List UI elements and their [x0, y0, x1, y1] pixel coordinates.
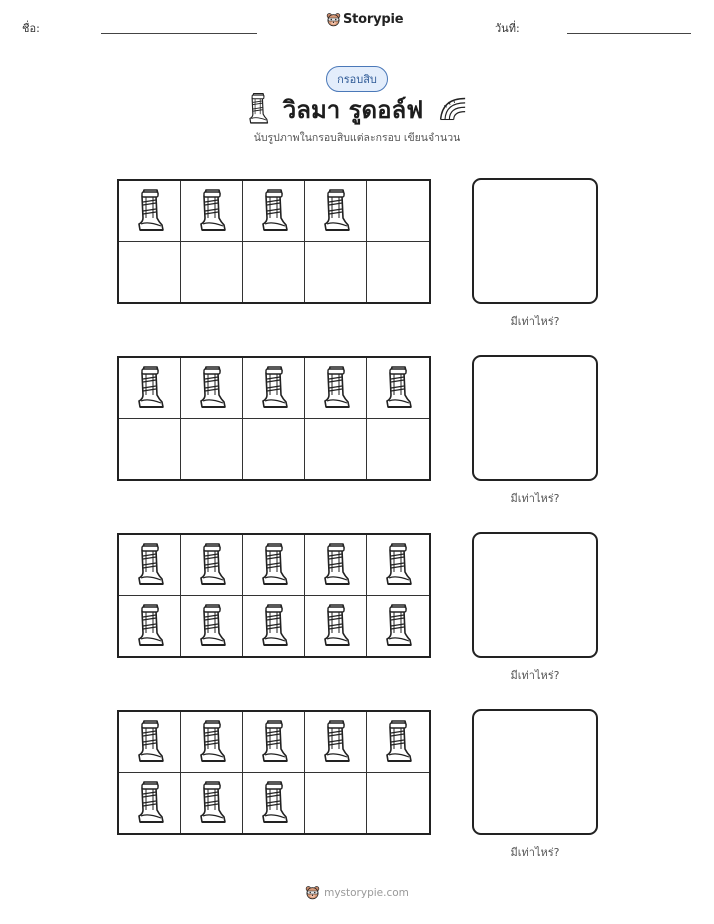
ten-frame-cell	[305, 712, 367, 773]
leg-brace-icon	[259, 188, 289, 234]
footer	[0, 885, 714, 900]
leg-brace-icon	[197, 365, 227, 411]
how-many-prompt: มีเท่าไหร่?	[510, 669, 560, 682]
ten-frame-cell	[367, 773, 429, 834]
worksheet-badge: กรอบสิบ	[326, 66, 388, 92]
ten-frame-cell	[305, 773, 367, 834]
leg-brace-icon	[247, 92, 269, 126]
leg-brace-icon	[259, 780, 289, 826]
leg-brace-icon	[197, 780, 227, 826]
answer-box[interactable]	[472, 355, 598, 481]
name-line[interactable]	[101, 33, 257, 34]
ten-frame-cell	[243, 712, 305, 773]
running-track-icon	[437, 95, 467, 123]
ten-frame-cell	[243, 535, 305, 596]
leg-brace-icon	[383, 603, 413, 649]
leg-brace-icon	[135, 780, 165, 826]
ten-frame-cell	[367, 181, 429, 242]
answer-box[interactable]	[472, 709, 598, 835]
ten-frame	[117, 356, 431, 481]
answer-box[interactable]	[472, 532, 598, 658]
ten-frame-cell	[305, 535, 367, 596]
brand-name: Storypie	[343, 12, 404, 27]
ten-frame-cell	[243, 773, 305, 834]
leg-brace-icon	[259, 719, 289, 765]
ten-frame-cell	[119, 242, 181, 303]
ten-frame-cell	[119, 535, 181, 596]
leg-brace-icon	[259, 365, 289, 411]
leg-brace-icon	[321, 542, 351, 588]
ten-frame-cell	[367, 242, 429, 303]
leg-brace-icon	[135, 365, 165, 411]
leg-brace-icon	[197, 542, 227, 588]
how-many-prompt: มีเท่าไหร่?	[510, 846, 560, 859]
leg-brace-icon	[135, 719, 165, 765]
leg-brace-icon	[135, 188, 165, 234]
how-many-prompt: มีเท่าไหร่?	[510, 315, 560, 328]
ten-frame-cell	[243, 358, 305, 419]
ten-frame-cell	[181, 358, 243, 419]
leg-brace-icon	[197, 603, 227, 649]
how-many-prompt: มีเท่าไหร่?	[510, 492, 560, 505]
ten-frame-cell	[367, 596, 429, 657]
date-line[interactable]	[567, 33, 691, 34]
ten-frame-cell	[367, 535, 429, 596]
ten-frame	[117, 710, 431, 835]
bear-mascot-icon	[305, 885, 320, 900]
ten-frame-cell	[367, 358, 429, 419]
leg-brace-icon	[383, 542, 413, 588]
ten-frame-cell	[181, 535, 243, 596]
ten-frame-cell	[181, 712, 243, 773]
page-title: วิลมา รูดอล์ฟ	[282, 95, 424, 124]
footer-site: mystorypie.com	[324, 886, 409, 899]
leg-brace-icon	[197, 719, 227, 765]
ten-frame-cell	[119, 419, 181, 480]
leg-brace-icon	[197, 188, 227, 234]
ten-frame-cell	[119, 773, 181, 834]
ten-frame-cell	[181, 596, 243, 657]
ten-frame-cell	[181, 419, 243, 480]
leg-brace-icon	[321, 188, 351, 234]
ten-frame-cell	[181, 181, 243, 242]
ten-frame-cell	[243, 181, 305, 242]
ten-frame-cell	[305, 242, 367, 303]
ten-frame-cell	[367, 712, 429, 773]
ten-frame-cell	[305, 358, 367, 419]
leg-brace-icon	[135, 542, 165, 588]
ten-frame-cell	[243, 596, 305, 657]
ten-frame-cell	[367, 419, 429, 480]
ten-frame-cell	[119, 181, 181, 242]
ten-frame-cell	[181, 242, 243, 303]
leg-brace-icon	[321, 365, 351, 411]
ten-frame-cell	[243, 242, 305, 303]
date-label: วันที่:	[495, 22, 520, 35]
leg-brace-icon	[259, 542, 289, 588]
leg-brace-icon	[135, 603, 165, 649]
leg-brace-icon	[383, 365, 413, 411]
ten-frame	[117, 533, 431, 658]
answer-box[interactable]	[472, 178, 598, 304]
ten-frame-cell	[119, 358, 181, 419]
brand-logo	[326, 12, 403, 27]
ten-frame-cell	[181, 773, 243, 834]
leg-brace-icon	[259, 603, 289, 649]
ten-frame-cell	[305, 181, 367, 242]
ten-frame-cell	[119, 596, 181, 657]
leg-brace-icon	[321, 603, 351, 649]
ten-frame-cell	[305, 596, 367, 657]
title-row	[0, 90, 714, 128]
ten-frame-cell	[119, 712, 181, 773]
instructions: นับรูปภาพในกรอบสิบแต่ละกรอบ เขียนจำนวน	[253, 132, 461, 144]
bear-mascot-icon	[326, 12, 341, 27]
leg-brace-icon	[383, 719, 413, 765]
ten-frame-cell	[243, 419, 305, 480]
name-label: ชื่อ:	[22, 22, 40, 35]
ten-frame-cell	[305, 419, 367, 480]
leg-brace-icon	[321, 719, 351, 765]
ten-frame	[117, 179, 431, 304]
